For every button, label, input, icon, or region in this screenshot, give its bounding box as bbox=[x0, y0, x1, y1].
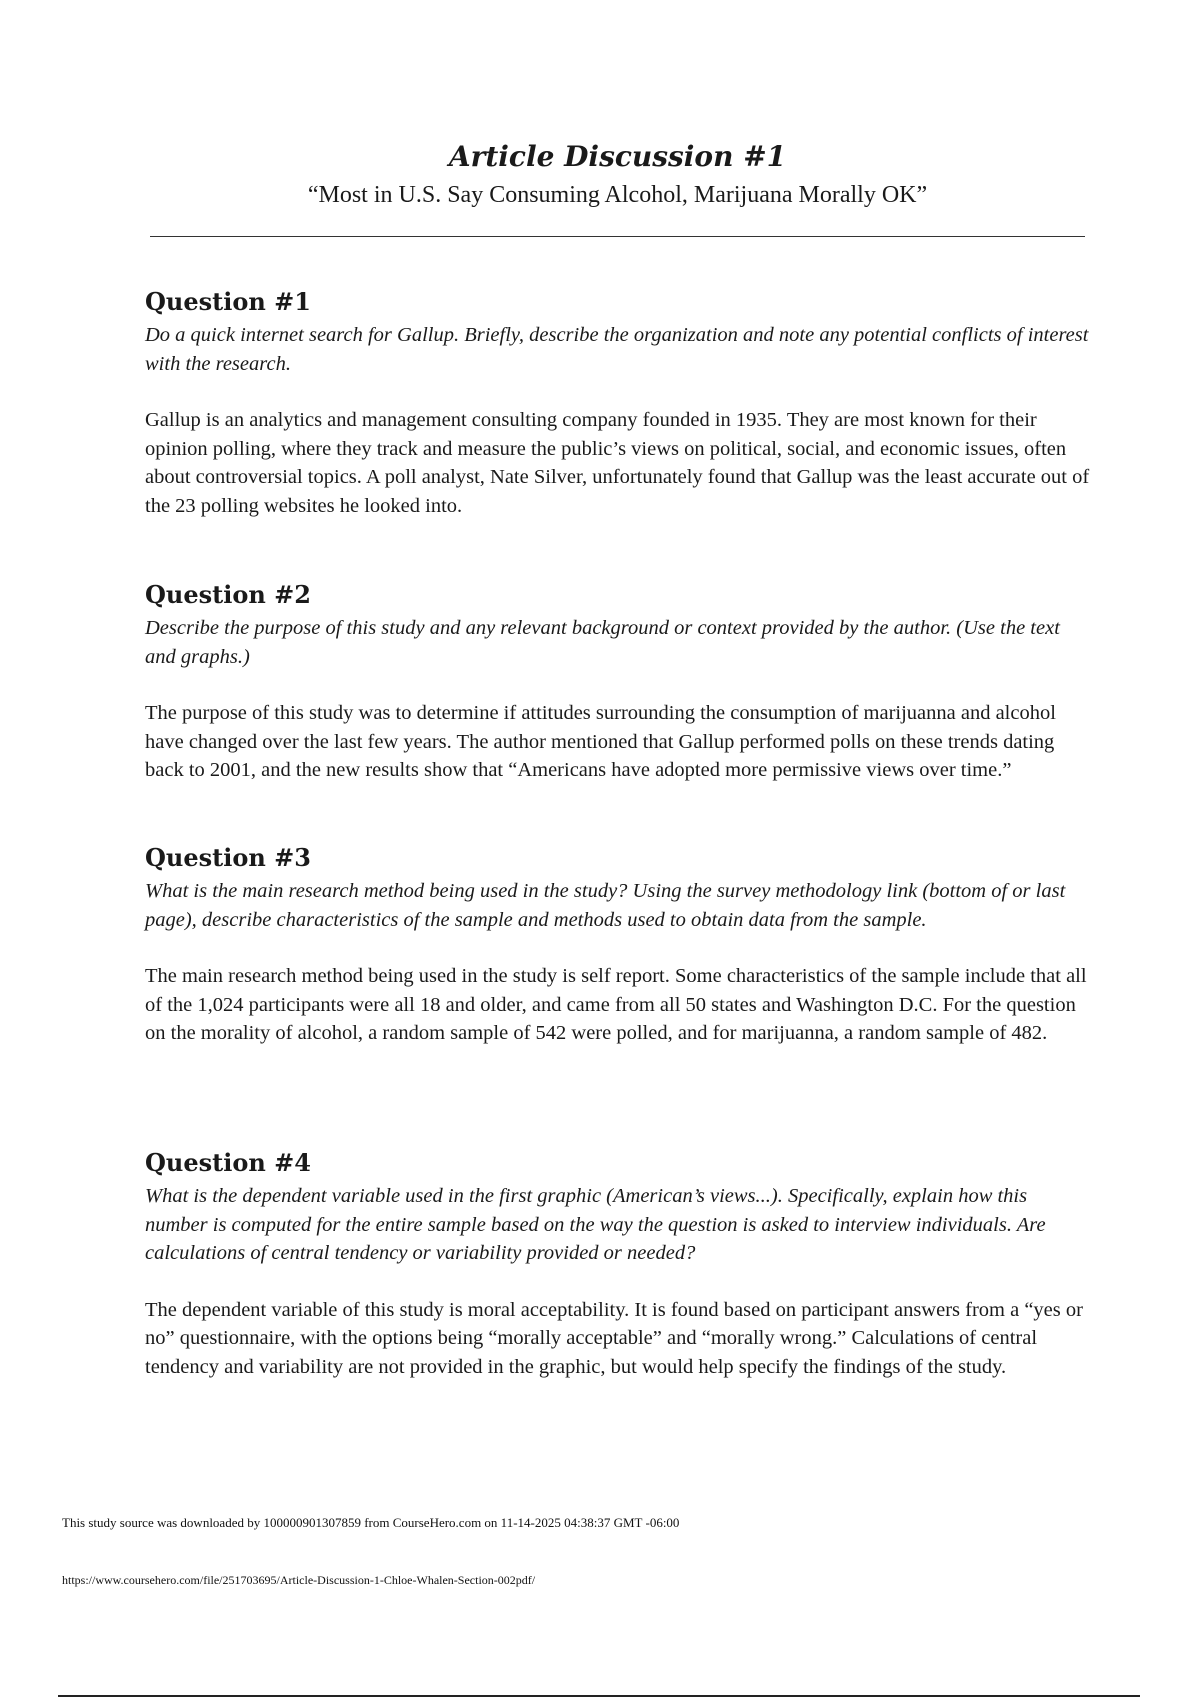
download-source-note: This study source was downloaded by 100000901307859 from CourseHero.com on 11-14-2025 04:38:37 GMT -06:00 bbox=[62, 1515, 680, 1530]
question-heading: Question #3 bbox=[145, 843, 311, 872]
question-prompt: Do a quick internet search for Gallup. Briefly, describe the organization and note any potential conflicts of interest with the research. bbox=[145, 324, 1089, 375]
document-header bbox=[150, 140, 1085, 211]
question-answer: Gallup is an analytics and management consulting company founded in 1935. They are most known for their opinion polling, where they track and measure the public’s views on political, social, and economic issues, often about controversial topics. A poll analyst, Nate Silver, unfortunately found that Gallup was the least accurate out of the 23 polling websites he looked into. bbox=[145, 409, 1090, 517]
question-answer: The main research method being used in the study is self report. Some characteristics of the sample include that all of the 1,024 participants were all 18 and older, and came from all 50 states and Washington D.C. For the question on the morality of alcohol, a random sample of 542 were polled, and for marijuanna, a random sample of 482. bbox=[145, 965, 1087, 1044]
question-answer: The dependent variable of this study is moral acceptability. It is found based on participant answers from a “yes or no” questionnaire, with the options being “morally acceptable” and “morally wrong.” Calculations of central tendency and variability are not provided in the graphic, but would help specify the findings of the study. bbox=[145, 1298, 1083, 1378]
question-heading: Question #2 bbox=[145, 580, 311, 609]
source-url[interactable]: https://www.coursehero.com/file/251703695/Article-Discussion-1-Chloe-Whalen-Section-002pdf/ bbox=[62, 1573, 536, 1587]
question-prompt: Describe the purpose of this study and any relevant background or context provided by the author. (Use the text and graphs.) bbox=[145, 617, 1060, 668]
question-block-4 bbox=[145, 1148, 1090, 1381]
question-answer: The purpose of this study was to determine if attitudes surrounding the consumption of marijuanna and alcohol have changed over the last few years. The author mentioned that Gallup performed polls on these trends dating back to 2001, and the new results show that “Americans have adopted more permissive views over time.” bbox=[145, 702, 1056, 781]
question-prompt: What is the dependent variable used in the first graphic (American’s views...). Specifically, explain how this number is computed for the entire sample based on the way the question is asked to interview individuals. Are calculations of central tendency or variability provided or needed? bbox=[145, 1185, 1046, 1264]
question-heading: Question #1 bbox=[145, 287, 311, 316]
question-block-1 bbox=[145, 287, 1090, 520]
document-title: Article Discussion #1 bbox=[448, 140, 787, 173]
question-heading: Question #4 bbox=[145, 1148, 311, 1177]
article-subtitle: “Most in U.S. Say Consuming Alcohol, Marijuana Morally OK” bbox=[307, 181, 928, 208]
header-divider bbox=[150, 236, 1085, 237]
page-bottom-divider bbox=[58, 1695, 1140, 1697]
question-block-3 bbox=[145, 843, 1090, 1048]
question-block-2 bbox=[145, 580, 1090, 785]
question-prompt: What is the main research method being used in the study? Using the survey methodology link (bottom of or last page), describe characteristics of the sample and methods used to obtain data from the sample. bbox=[145, 880, 1066, 931]
